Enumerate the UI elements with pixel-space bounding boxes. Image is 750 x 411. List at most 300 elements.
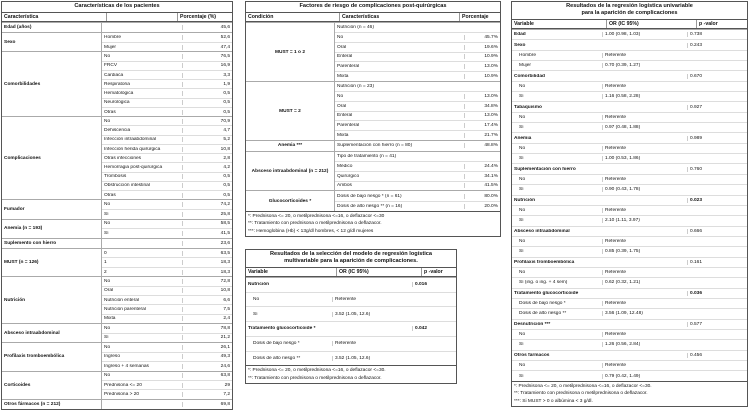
header-cell: Variable xyxy=(514,21,534,27)
variable-pvalue: 0.036 xyxy=(687,291,747,296)
row-category: No xyxy=(104,373,111,379)
row-percentage: 24,6 xyxy=(182,364,232,369)
row-level: Sí xyxy=(253,311,258,317)
group-label: Corticoides xyxy=(2,372,102,399)
table-title: Factores de riesgo de complicaciones post-quirúrgicas xyxy=(246,2,500,13)
row-percentage: 19.6% xyxy=(464,45,500,50)
row-or: 0.62 (0.32, 1.21) xyxy=(602,280,687,285)
footnote: **: Tratamiento con prednisona o metilprednisona o deflazacor. xyxy=(248,221,382,227)
row-level: No xyxy=(519,332,526,338)
group-label: Absceso intraabdominal (n = 212) xyxy=(246,152,335,191)
row-category: Oral xyxy=(104,288,114,294)
row-category: No xyxy=(104,344,111,350)
group-rows xyxy=(335,152,500,191)
row-or: 2.10 (1.11, 3.97) xyxy=(602,218,687,223)
univariable-regression-table xyxy=(511,1,748,407)
title-line: para la aparición de complicaciones xyxy=(581,10,678,16)
table-row xyxy=(512,50,747,60)
table-row xyxy=(335,141,500,151)
row-category: Prednisona <= 20 xyxy=(104,382,142,388)
row-percentage: 20.0% xyxy=(464,204,500,209)
table-row xyxy=(102,162,232,171)
group-label: Glucocorticoides * xyxy=(246,191,335,210)
row-category: Nutrición parenteral xyxy=(104,306,146,312)
table-row xyxy=(512,308,747,318)
table-header xyxy=(2,13,232,22)
row-percentage: 48.8% xyxy=(464,143,500,148)
table-row xyxy=(512,360,747,370)
row-percentage: 69,8 xyxy=(182,402,232,407)
row-percentage: 78,8 xyxy=(182,326,232,331)
row-category: No xyxy=(104,54,111,59)
header-cell: Porcentaje (%) xyxy=(177,13,232,21)
group-rows xyxy=(102,117,232,199)
row-characteristic: Mixta xyxy=(337,74,349,80)
table-row xyxy=(102,314,232,323)
row-group xyxy=(246,22,500,81)
table-row xyxy=(246,306,456,321)
table-row xyxy=(246,336,456,351)
table-row xyxy=(102,42,232,52)
row-group xyxy=(2,399,232,409)
table-row xyxy=(512,267,747,277)
row-or: 0.85 (0.39, 1.75) xyxy=(602,249,687,254)
variable-pvalue: 0.577 xyxy=(687,322,747,327)
variable-name: Tratamiento glucocorticoide xyxy=(514,290,579,296)
header-cell: Características xyxy=(339,13,459,21)
row-percentage: 10.9% xyxy=(464,54,500,59)
variable-row xyxy=(246,321,456,336)
table-row xyxy=(102,304,232,313)
table-row xyxy=(335,32,500,42)
variable-pvalue: 0.738 xyxy=(687,32,747,37)
row-group xyxy=(2,323,232,342)
variable-name: Otros fármacos xyxy=(514,352,550,358)
group-label: Otros fármacos (n = 212) xyxy=(2,400,102,409)
row-characteristic: Médico xyxy=(337,163,353,169)
row-or: Referente xyxy=(602,301,687,306)
row-characteristic: Mixta xyxy=(337,133,349,139)
row-level: No xyxy=(519,270,526,276)
table-row xyxy=(512,153,747,163)
row-characteristic: Dosis de alto riesgo ** (n = 16) xyxy=(337,203,403,209)
row-or: Referente xyxy=(602,208,687,213)
table-row xyxy=(512,122,747,132)
row-percentage: 45,6 xyxy=(182,25,232,30)
table-row xyxy=(512,339,747,349)
table-row xyxy=(102,324,232,333)
row-category: No xyxy=(104,325,111,331)
table-row xyxy=(335,111,500,121)
row-percentage: 34.8% xyxy=(464,104,500,109)
table-row xyxy=(102,277,232,285)
row-percentage: 45.7% xyxy=(464,35,500,40)
row-percentage: 34.1% xyxy=(464,174,500,179)
table-footnotes xyxy=(246,365,456,383)
row-category: Otras infecciones xyxy=(104,155,142,161)
table-row xyxy=(102,181,232,190)
table-row xyxy=(335,61,500,71)
table-row xyxy=(512,184,747,194)
row-or: 1.26 (0.56, 2.84) xyxy=(602,342,687,347)
row-level: Sí xyxy=(519,125,524,131)
row-category: Nutrición enteral xyxy=(104,297,139,303)
row-percentage: 10.9% xyxy=(464,74,500,79)
row-percentage: 0,5 xyxy=(182,193,232,198)
row-category: 1 xyxy=(104,260,107,266)
title-line: multivariable para la aparición de complicaciones. xyxy=(284,258,418,264)
group-label: Profilaxis tromboembólica xyxy=(2,343,102,370)
row-characteristic: Dosis de bajo riesgo * (n = 61) xyxy=(337,193,402,199)
row-characteristic: Nutrición (n = 23) xyxy=(337,83,374,89)
row-level: Dosis de alto riesgo ** xyxy=(519,311,567,317)
row-group xyxy=(2,51,232,116)
row-characteristic: Enteral xyxy=(337,113,353,119)
row-characteristic: Quirúrgico xyxy=(337,173,360,179)
row-category: Dehiscencia xyxy=(104,128,131,134)
row-or: 0.97 (0.48, 1.88) xyxy=(602,125,687,130)
row-characteristic: Oral xyxy=(337,44,347,50)
variable-or: 1.00 (0.98, 1.03) xyxy=(602,32,687,37)
variable-pvalue: 0.161 xyxy=(687,260,747,265)
row-category: 2 xyxy=(104,269,107,275)
header-cell: Porcentaje xyxy=(459,13,500,21)
row-category: Obstrucción intestinal xyxy=(104,183,150,189)
table-row xyxy=(102,200,232,209)
table-row xyxy=(335,161,500,171)
table-row xyxy=(335,71,500,81)
row-group xyxy=(2,219,232,238)
table-row xyxy=(102,70,232,79)
row-characteristic: Nutrición (n = 46) xyxy=(337,24,374,30)
variable-pvalue: 0.023 xyxy=(687,198,747,203)
table-row xyxy=(335,191,500,200)
table-title: Características de los pacientes xyxy=(2,2,232,13)
table-row xyxy=(102,117,232,125)
row-percentage: 10,8 xyxy=(182,147,232,152)
row-level: No xyxy=(519,83,526,89)
row-or: Referente xyxy=(602,363,687,368)
row-level: No xyxy=(519,145,526,151)
row-percentage: 5,2 xyxy=(182,137,232,142)
group-rows xyxy=(102,33,232,51)
row-group xyxy=(2,248,232,276)
header-cell: OR (IC 95%) xyxy=(336,268,421,276)
row-percentage: 80.0% xyxy=(464,194,500,199)
header-cell xyxy=(106,13,177,21)
group-label: Anemia (n = 193) xyxy=(2,220,102,238)
group-rows xyxy=(102,200,232,218)
table-row xyxy=(102,209,232,219)
table-row xyxy=(512,205,747,215)
row-characteristic: Tipo de tratamiento (n = 41) xyxy=(337,153,397,159)
table-row xyxy=(335,130,500,140)
table-row xyxy=(335,181,500,191)
group-label: Comorbilidades xyxy=(2,52,102,116)
table-row xyxy=(512,143,747,153)
row-percentage: 52,6 xyxy=(182,35,232,40)
table-row xyxy=(102,267,232,276)
variable-row xyxy=(512,195,747,205)
row-category: Sí xyxy=(104,231,109,237)
table-row xyxy=(102,135,232,144)
row-percentage: 25,8 xyxy=(182,212,232,217)
row-category: Mixta xyxy=(104,316,116,322)
table-row xyxy=(512,329,747,339)
variable-pvalue: 0.670 xyxy=(687,74,747,79)
row-or: 3.52 (1.05, 12.6) xyxy=(332,312,412,317)
row-category: Cardiaca xyxy=(104,72,124,78)
table-row xyxy=(335,42,500,52)
row-percentage: 0,5 xyxy=(182,174,232,179)
group-rows xyxy=(102,239,232,248)
footnote: **: Tratamiento con prednisona o metilprednisona o deflazacor. xyxy=(514,391,648,397)
table-row xyxy=(102,98,232,107)
header-cell: OR (IC 95%) xyxy=(606,20,696,28)
footnote: *: Prednisona <= 20, o metilprednisona <=16, o deflazacor <=30. xyxy=(248,368,386,374)
row-group xyxy=(2,22,232,32)
variable-name: Nutrición xyxy=(514,197,536,203)
row-or: Referente xyxy=(602,177,687,182)
row-category: Ingreso xyxy=(104,354,120,360)
group-rows xyxy=(102,400,232,409)
row-category: Sí xyxy=(104,211,109,217)
row-percentage: 47,4 xyxy=(182,45,232,50)
row-percentage: 26,1 xyxy=(182,345,232,350)
variable-name: Sexo xyxy=(514,42,526,48)
row-percentage: 1,9 xyxy=(182,82,232,87)
row-percentage: 70,9 xyxy=(182,119,232,124)
row-or: Referente xyxy=(602,84,687,89)
group-rows xyxy=(102,372,232,399)
row-percentage: 63,5 xyxy=(182,251,232,256)
row-level: Dosis de bajo riesgo * xyxy=(519,301,566,307)
row-percentage: 4,2 xyxy=(182,165,232,170)
title-line: Resultados de la regresión logística univariable xyxy=(566,3,693,9)
variable-row xyxy=(512,288,747,298)
footnote: ***: Hemoglobina (Hb) < 13g/dl hombres, < 12 g/dl mujeres xyxy=(248,228,374,234)
table-row xyxy=(512,174,747,184)
variable-pvalue: 0.989 xyxy=(687,136,747,141)
row-level: No xyxy=(519,239,526,245)
row-percentage: 76,5 xyxy=(182,54,232,59)
row-characteristic: Ambos xyxy=(337,183,352,189)
table-row xyxy=(102,361,232,370)
variable-name: Anemia xyxy=(514,135,532,141)
table-row xyxy=(335,120,500,130)
table-footnotes xyxy=(512,381,747,406)
variable-row xyxy=(512,70,747,80)
table-row xyxy=(246,351,456,366)
row-percentage: 4,7 xyxy=(182,128,232,133)
row-or: 3.56 (1.09, 12.48) xyxy=(602,311,687,316)
footnote: *: Prednisona <= 20, o metilprednisona <=16, o deflazacor <=30 xyxy=(248,213,385,219)
row-characteristic: No xyxy=(337,34,344,40)
row-level: Sí (ing. o ing. + 4 sem) xyxy=(519,280,568,286)
group-label: Fumador xyxy=(2,200,102,218)
row-category: 0 xyxy=(104,250,107,256)
row-category: No xyxy=(104,278,111,284)
table-row xyxy=(102,88,232,97)
row-category: No xyxy=(104,202,111,208)
row-or: 0.90 (0.43, 1.78) xyxy=(602,187,687,192)
table-row xyxy=(246,292,456,307)
row-percentage: 3,3 xyxy=(182,73,232,78)
row-category: Mujer xyxy=(104,44,116,50)
table-row xyxy=(102,107,232,116)
variable-pvalue: 0.760 xyxy=(687,167,747,172)
table-row xyxy=(102,220,232,229)
row-percentage: 0,5 xyxy=(182,183,232,188)
group-label: MUST (n = 126) xyxy=(2,249,102,276)
multivariable-regression-table xyxy=(245,249,457,384)
table-row xyxy=(102,249,232,257)
row-percentage: 49,3 xyxy=(182,354,232,359)
group-label: MUST = 1 o 2 xyxy=(246,23,335,81)
table-footnotes xyxy=(246,211,500,236)
row-level: Hombre xyxy=(519,52,537,58)
row-percentage: 72,8 xyxy=(182,279,232,284)
row-level: No xyxy=(519,208,526,214)
row-category: Respiratoria xyxy=(104,81,130,87)
group-rows xyxy=(102,343,232,370)
table-row xyxy=(512,112,747,122)
header-cell: p -valor xyxy=(421,268,456,276)
group-rows xyxy=(102,52,232,116)
variable-name: Absceso intraabdominal xyxy=(514,228,570,234)
group-label: Absceso intraabdominal xyxy=(2,324,102,342)
row-level: Mujer xyxy=(519,63,531,69)
title-line: Resultados de la selección del modelo de regresión logística xyxy=(270,251,432,257)
row-group xyxy=(246,151,500,191)
row-category: Neurológica xyxy=(104,100,130,106)
table-row xyxy=(102,333,232,343)
row-characteristic: Parenteral xyxy=(337,123,360,129)
row-percentage: 7,5 xyxy=(182,307,232,312)
row-percentage: 6,6 xyxy=(182,298,232,303)
variable-name: Desnutrición *** xyxy=(514,321,551,327)
group-rows xyxy=(335,23,500,81)
variable-name: Edad xyxy=(514,32,526,38)
row-characteristic: Parenteral xyxy=(337,64,360,70)
table-row xyxy=(102,343,232,351)
table-row xyxy=(512,298,747,308)
row-group xyxy=(2,199,232,218)
variable-pvalue: 0.666 xyxy=(687,229,747,234)
row-or: 1.00 (0.53, 1.86) xyxy=(602,156,687,161)
row-category: Infección intraabdominal xyxy=(104,137,156,143)
row-or: Referente xyxy=(332,341,412,346)
header-cell: Variable xyxy=(248,269,268,275)
table-row xyxy=(102,172,232,181)
table-row xyxy=(335,101,500,111)
group-rows xyxy=(335,141,500,151)
table-row xyxy=(102,33,232,42)
table-row xyxy=(102,352,232,361)
row-category: Otras xyxy=(104,109,116,115)
row-or: 3.52 (1.05, 12.6) xyxy=(332,356,412,361)
row-level: No xyxy=(519,176,526,182)
variable-name: Suplementación con hierro xyxy=(514,166,576,172)
row-category: Infección herida quirúrgica xyxy=(104,146,161,152)
group-label: Sexo xyxy=(2,33,102,51)
table-row xyxy=(335,82,500,91)
variable-name: Profilaxis tromboembólica xyxy=(514,259,575,265)
variable-pvalue: 0.456 xyxy=(687,353,747,358)
row-level: No xyxy=(253,297,260,303)
row-percentage: 21,2 xyxy=(182,335,232,340)
row-level: Sí xyxy=(519,156,524,162)
row-percentage: 63,8 xyxy=(182,373,232,378)
group-label: Suplemento con hierro xyxy=(2,239,102,248)
variable-row xyxy=(512,226,747,236)
row-percentage: 0,5 xyxy=(182,91,232,96)
variable-pvalue: 0.016 xyxy=(412,282,456,287)
table-row xyxy=(102,52,232,60)
table-row xyxy=(102,79,232,88)
row-percentage: 13.0% xyxy=(464,94,500,99)
row-or: Referente xyxy=(602,332,687,337)
row-percentage: 13.0% xyxy=(464,64,500,69)
table-row xyxy=(512,236,747,246)
table-row xyxy=(335,152,500,161)
variable-name: Tabaquismo xyxy=(514,104,542,110)
table-row xyxy=(512,91,747,101)
row-group xyxy=(246,81,500,140)
row-percentage: 17.4% xyxy=(464,123,500,128)
group-label: Anemia *** xyxy=(246,141,335,151)
row-percentage: 10,8 xyxy=(182,288,232,293)
table-title xyxy=(246,250,456,268)
variable-row xyxy=(512,350,747,360)
row-or: Referente xyxy=(602,53,687,58)
row-level: Dosis de alto riesgo ** xyxy=(253,355,301,361)
row-level: Sí xyxy=(519,249,524,255)
table-row xyxy=(102,286,232,295)
row-group xyxy=(2,371,232,399)
row-level: Sí xyxy=(519,187,524,193)
table-row xyxy=(102,400,232,409)
row-percentage: 0,5 xyxy=(182,100,232,105)
group-label: Edad (años) xyxy=(2,23,102,32)
table-row xyxy=(512,215,747,225)
row-group xyxy=(246,190,500,210)
group-label: Complicaciones xyxy=(2,117,102,199)
row-or: 0.70 (0.39, 1.27) xyxy=(602,63,687,68)
row-category: Hombre xyxy=(104,34,122,40)
group-rows xyxy=(102,23,232,32)
row-group xyxy=(2,276,232,323)
row-group xyxy=(2,342,232,370)
table-row xyxy=(102,228,232,238)
row-percentage: 0,5 xyxy=(182,110,232,115)
row-or: Referente xyxy=(332,297,412,302)
table-row xyxy=(102,144,232,153)
row-percentage: 29 xyxy=(182,383,232,388)
group-rows xyxy=(102,324,232,342)
group-rows xyxy=(335,82,500,140)
row-or: Referente xyxy=(602,146,687,151)
table-row xyxy=(512,246,747,256)
row-percentage: 18,3 xyxy=(182,260,232,265)
table-row xyxy=(512,60,747,70)
row-percentage: 58,5 xyxy=(182,221,232,226)
variable-pvalue: 0.927 xyxy=(687,105,747,110)
variable-row xyxy=(512,319,747,329)
row-category: No xyxy=(104,118,111,124)
row-level: Sí xyxy=(519,342,524,348)
row-percentage: 41.5% xyxy=(464,183,500,188)
